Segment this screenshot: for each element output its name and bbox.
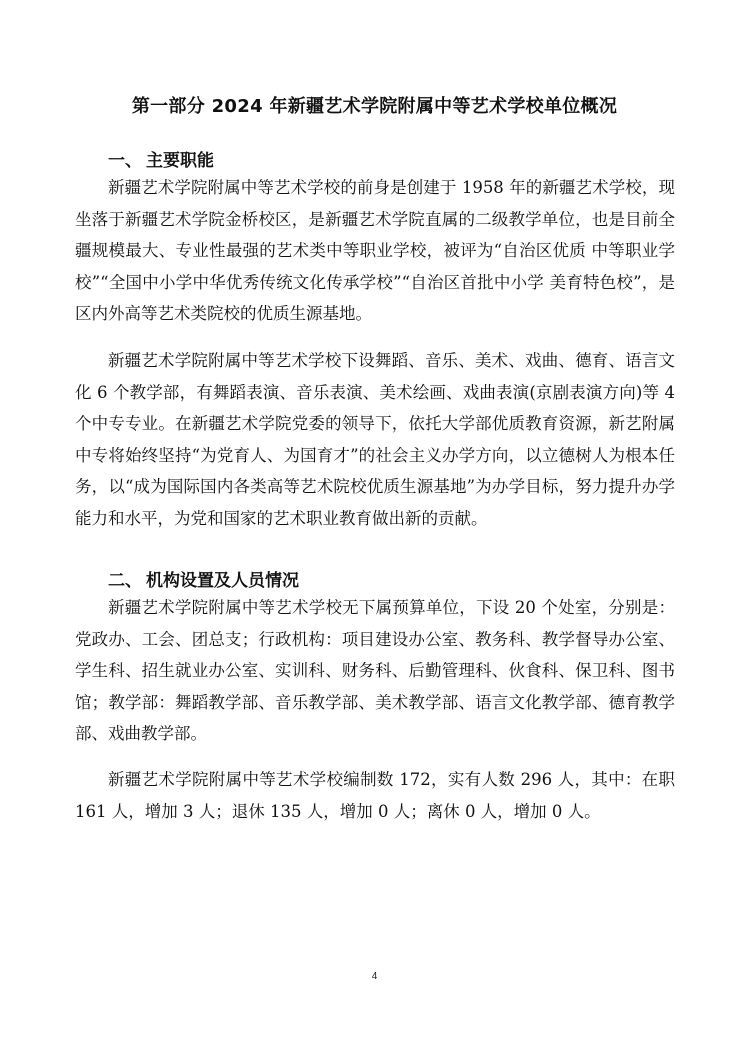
section-heading-1 — [108, 146, 214, 171]
paragraph: 新疆艺术学院附属中等艺术学校无下属预算单位，下设 20 个处室，分别是：党政办、工会、团总支；行政机构：项目建设办公室、教务科、教学督导办公室、学生科、招生就业办公室、实训科、财务科、后勤管理科、伙食科、保卫科、图书馆；教学部：舞蹈教学部、音乐教学部、美术教学部、语言文化教学部、德育教学部、戏曲教学部。 — [75, 598, 675, 744]
page-title: 第一部分 2024 年新疆艺术学院附属中等艺术学校单位概况 — [131, 96, 618, 117]
section-heading-2 — [108, 566, 299, 591]
paragraph: 新疆艺术学院附属中等艺术学校下设舞蹈、音乐、美术、戏曲、德育、语言文化 6 个教学部，有舞蹈表演、音乐表演、美术绘画、戏曲表演(京剧表演方向)等 4 个中专专业。在新疆艺术学院党委的领导下，依托大学部优质教育资源，新艺附属中专将始终坚持“为党育人、为国育才”的社会主义办学方向，以立德树人为根本任务，以“成为国际国内各类高等艺术院校优质生源基地”为办学目标，努力提升办学能力和水平，为党和国家的艺术职业教育做出新的贡献。 — [75, 351, 675, 528]
section-number: 二、 — [108, 571, 142, 591]
paragraph: 新疆艺术学院附属中等艺术学校编制数 172，实有人数 296 人，其中：在职 161 人，增加 3 人；退休 135 人，增加 0 人；离休 0 人，增加 0 人。 — [75, 770, 675, 821]
page-number: 4 — [371, 971, 378, 982]
section-number: 一、 — [108, 151, 142, 171]
paragraph: 新疆艺术学院附属中等艺术学校的前身是创建于 1958 年的新疆艺术学校，现坐落于新疆艺术学院金桥校区，是新疆艺术学院直属的二级教学单位，也是目前全疆规模最大、专业性最强的艺术类中等职业学校，被评为“自治区优质 中等职业学校”“全国中小学中华优秀传统文化传承学校”“自治区首批中小学 美育特色校”，是区内外高等艺术类院校的优质生源基地。 — [75, 178, 675, 324]
section-title: 主要职能 — [146, 151, 214, 171]
section-title: 机构设置及人员情况 — [146, 571, 299, 591]
